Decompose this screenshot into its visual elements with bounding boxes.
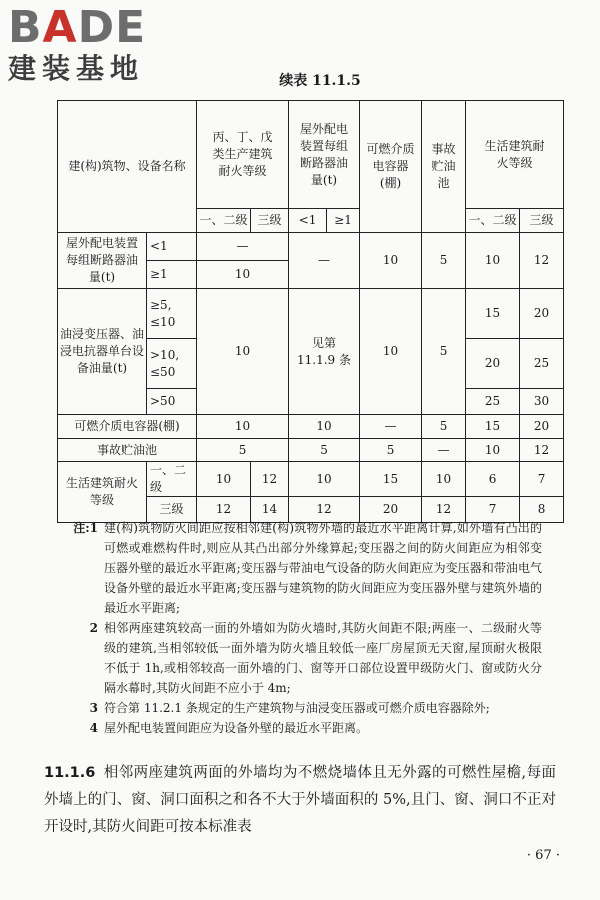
note-item (64, 698, 542, 718)
header-outdoor: 屋外配电装置每组断路器油量(t) (289, 101, 360, 209)
note-text: 符合第 11.2.1 条规定的生产建筑物与油浸变压器或可燃介质电容器除外; (104, 701, 490, 715)
sub-factory-grade12: 一、二级 (197, 209, 251, 233)
logo-wordmark: BADE (8, 2, 147, 53)
header-capacitor: 可燃介质电容器(棚) (360, 101, 422, 233)
cell: 20 (520, 415, 564, 439)
cell: 20 (466, 339, 520, 389)
note-number: 4 (89, 721, 98, 735)
sub-living-grade12: 一、二级 (466, 209, 520, 233)
fire-distance-table (57, 100, 564, 523)
row-transformer-sub-2: >10, ≤50 (147, 339, 197, 389)
logo-tagline: 建装基地 (8, 52, 145, 85)
cell: 10 (360, 289, 422, 415)
row-living-sub-2: 三级 (147, 497, 197, 523)
cell: 10 (289, 415, 360, 439)
row-capacitor-name: 可燃介质电容器(棚) (58, 415, 197, 439)
cell: 12 (289, 497, 360, 523)
cell: 7 (466, 497, 520, 523)
cell: 12 (520, 439, 564, 462)
note-text: 建(构)筑物防火间距应按相邻建(构)筑物外墙的最近水平距离计算,如外墙有凸出的可燃或难燃构件时,则应从其凸出部分外缘算起;变压器之间的防火间距应为相邻变压器外壁的最近水平距离;变压器与带油电气设备的防火间距应为变压器和带油电气设备外壁的最近水平距离;变压器与建筑物的防火间距应为变压器外壁与建筑外墙的最近水平距离; (104, 521, 542, 615)
header-living: 生活建筑耐火等级 (466, 101, 564, 209)
row-transformer-name: 油浸变压器、油浸电抗器单台设备油量(t) (58, 289, 147, 415)
note-number: 3 (89, 701, 98, 715)
page-number: · 67 · (526, 848, 560, 863)
cell: 12 (251, 462, 289, 497)
note-item (64, 618, 542, 698)
row-outdoor-sub-lt1: <1 (147, 233, 197, 261)
cell: 7 (520, 462, 564, 497)
cell: 5 (422, 233, 466, 289)
cell: 15 (360, 462, 422, 497)
note-number: 注:1 (73, 521, 98, 535)
cell: 6 (466, 462, 520, 497)
cell: 见第 11.1.9 条 (289, 289, 360, 415)
cell: 12 (422, 497, 466, 523)
clause-text: 相邻两座建筑两面的外墙均为不燃烧墙体且无外露的可燃性屋檐,每面外墙上的门、窗、洞口面积之和各不大于外墙面积的 5%,且门、窗、洞口不正对开设时,其防火间距可按本标准表 (44, 765, 556, 835)
cell: 5 (422, 289, 466, 415)
note-item (64, 718, 542, 738)
cell: 10 (289, 462, 360, 497)
note-text: 相邻两座建筑较高一面的外墙如为防火墙时,其防火间距不限;两座一、二级耐火等级的建筑,当相邻较低一面外墙为防火墙且较低一座厂房屋顶无天窗,屋顶耐火极限不低于 1h,或相邻较高一面外墙的门、窗等开口部位设置甲级防火门、窗或防火分隔水幕时,其防火间距不应小于 4m; (104, 621, 542, 695)
cell: 10 (197, 462, 251, 497)
cell: 25 (466, 389, 520, 415)
row-living-name: 生活建筑耐火等级 (58, 462, 147, 523)
cell: 12 (520, 233, 564, 289)
sub-outdoor-lt1: <1 (289, 209, 327, 233)
header-name: 建(构)筑物、设备名称 (58, 101, 197, 233)
row-living-sub-1: 一、二级 (147, 462, 197, 497)
cell: — (289, 233, 360, 289)
row-outdoor-sub-ge1: ≥1 (147, 261, 197, 289)
cell: 5 (422, 415, 466, 439)
cell: 10 (360, 233, 422, 289)
cell: 10 (197, 261, 289, 289)
cell: 10 (466, 439, 520, 462)
header-factory: 丙、丁、戊类生产建筑耐火等级 (197, 101, 289, 209)
sub-factory-grade3: 三级 (251, 209, 289, 233)
table-notes (64, 518, 542, 738)
cell: 10 (197, 289, 289, 415)
clause-number: 11.1.6 (44, 765, 96, 781)
cell: 14 (251, 497, 289, 523)
row-oilpool-name: 事故贮油池 (58, 439, 197, 462)
sub-living-grade3: 三级 (520, 209, 564, 233)
cell: — (360, 415, 422, 439)
note-text: 屋外配电装置间距应为设备外壁的最近水平距离。 (104, 721, 369, 735)
cell: — (197, 233, 289, 261)
table-caption: 续表 11.1.5 (279, 73, 361, 89)
cell: 20 (520, 289, 564, 339)
row-transformer-sub-1: ≥5, ≤10 (147, 289, 197, 339)
cell: 10 (466, 233, 520, 289)
note-number: 2 (89, 621, 98, 635)
note-item (64, 518, 542, 618)
cell: 5 (289, 439, 360, 462)
sub-outdoor-ge1: ≥1 (327, 209, 360, 233)
cell: 5 (360, 439, 422, 462)
cell: 10 (422, 462, 466, 497)
cell: 10 (197, 415, 289, 439)
row-outdoor-name: 屋外配电装置每组断路器油量(t) (58, 233, 147, 289)
cell: 8 (520, 497, 564, 523)
cell: 5 (197, 439, 289, 462)
clause-11-1-6 (44, 760, 556, 841)
cell: 25 (520, 339, 564, 389)
header-oilpool: 事故贮油池 (422, 101, 466, 233)
cell: 30 (520, 389, 564, 415)
row-transformer-sub-3: >50 (147, 389, 197, 415)
cell: 15 (466, 289, 520, 339)
cell: 20 (360, 497, 422, 523)
cell: — (422, 439, 466, 462)
cell: 12 (197, 497, 251, 523)
cell: 15 (466, 415, 520, 439)
